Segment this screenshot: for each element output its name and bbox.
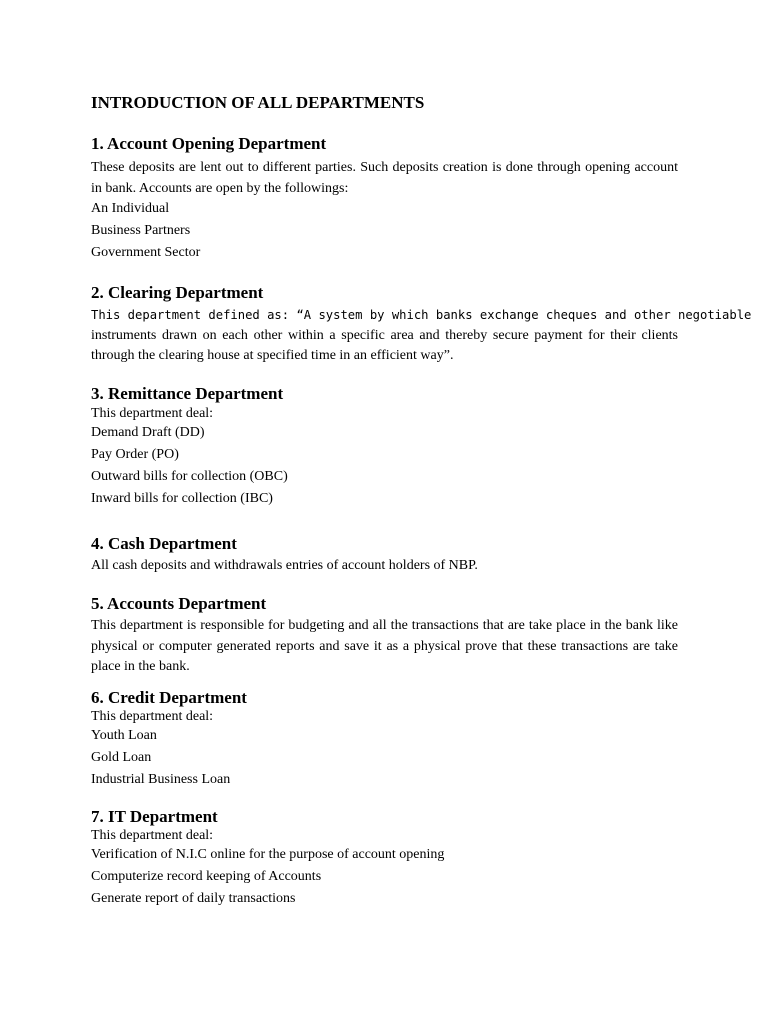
- section-remittance: [91, 384, 678, 510]
- section-list: [91, 198, 678, 264]
- list-item: An Individual: [91, 201, 170, 216]
- section-heading: 1. Account Opening Department: [91, 134, 327, 153]
- section-list: [91, 406, 678, 510]
- list-item: This department deal:: [91, 828, 214, 843]
- section-heading: 6. Credit Department: [91, 688, 247, 707]
- section-paragraph: All cash deposits and withdrawals entries of account holders of NBP.: [91, 558, 478, 573]
- list-item: This department deal:: [91, 406, 214, 421]
- list-item: Outward bills for collection (OBC): [91, 469, 288, 484]
- section-heading: 7. IT Department: [91, 807, 218, 826]
- section-heading: 5. Accounts Department: [91, 594, 267, 613]
- list-item: Computerize record keeping of Accounts: [91, 869, 322, 884]
- list-item: Verification of N.I.C online for the purpose of account opening: [91, 847, 445, 862]
- section-credit: [91, 688, 678, 791]
- section-heading: 2. Clearing Department: [91, 283, 264, 302]
- section-paragraph: This department is responsible for budgeting and all the transactions that are take place in the bank like physical or computer generated reports and save it as a physical prove that these transactions are take place in the bank.: [91, 618, 678, 674]
- list-item: Generate report of daily transactions: [91, 891, 296, 906]
- list-item: Inward bills for collection (IBC): [91, 491, 273, 506]
- list-item: This department deal:: [91, 709, 214, 724]
- section-accounts: [91, 594, 678, 678]
- list-item: Youth Loan: [91, 728, 157, 743]
- list-item: Industrial Business Loan: [91, 772, 231, 787]
- list-item: Gold Loan: [91, 750, 152, 765]
- section-paragraph: instruments drawn on each other within a specific area and thereby secure payment for their clients through the clearing house at specified time in an efficient way”.: [91, 327, 678, 363]
- list-item: Government Sector: [91, 245, 201, 260]
- section-clearing: [91, 283, 752, 367]
- list-item: Business Partners: [91, 223, 191, 238]
- section-heading: 4. Cash Department: [91, 534, 237, 553]
- section-paragraph: These deposits are lent out to different parties. Such deposits creation is done through opening account in bank. Accounts are open by the followings:: [91, 160, 678, 196]
- section-list: [91, 709, 678, 791]
- list-item: Demand Draft (DD): [91, 425, 205, 440]
- section-it: [91, 807, 678, 910]
- section-list: [91, 828, 678, 910]
- section-cash: [91, 534, 678, 577]
- section-heading: 3. Remittance Department: [91, 384, 284, 403]
- section-paragraph-lead: This department defined as: “A system by which banks exchange cheques and other negotiable: [91, 308, 752, 322]
- list-item: Pay Order (PO): [91, 447, 179, 462]
- document-title: INTRODUCTION OF ALL DEPARTMENTS: [91, 93, 425, 112]
- section-account-opening: [91, 134, 678, 264]
